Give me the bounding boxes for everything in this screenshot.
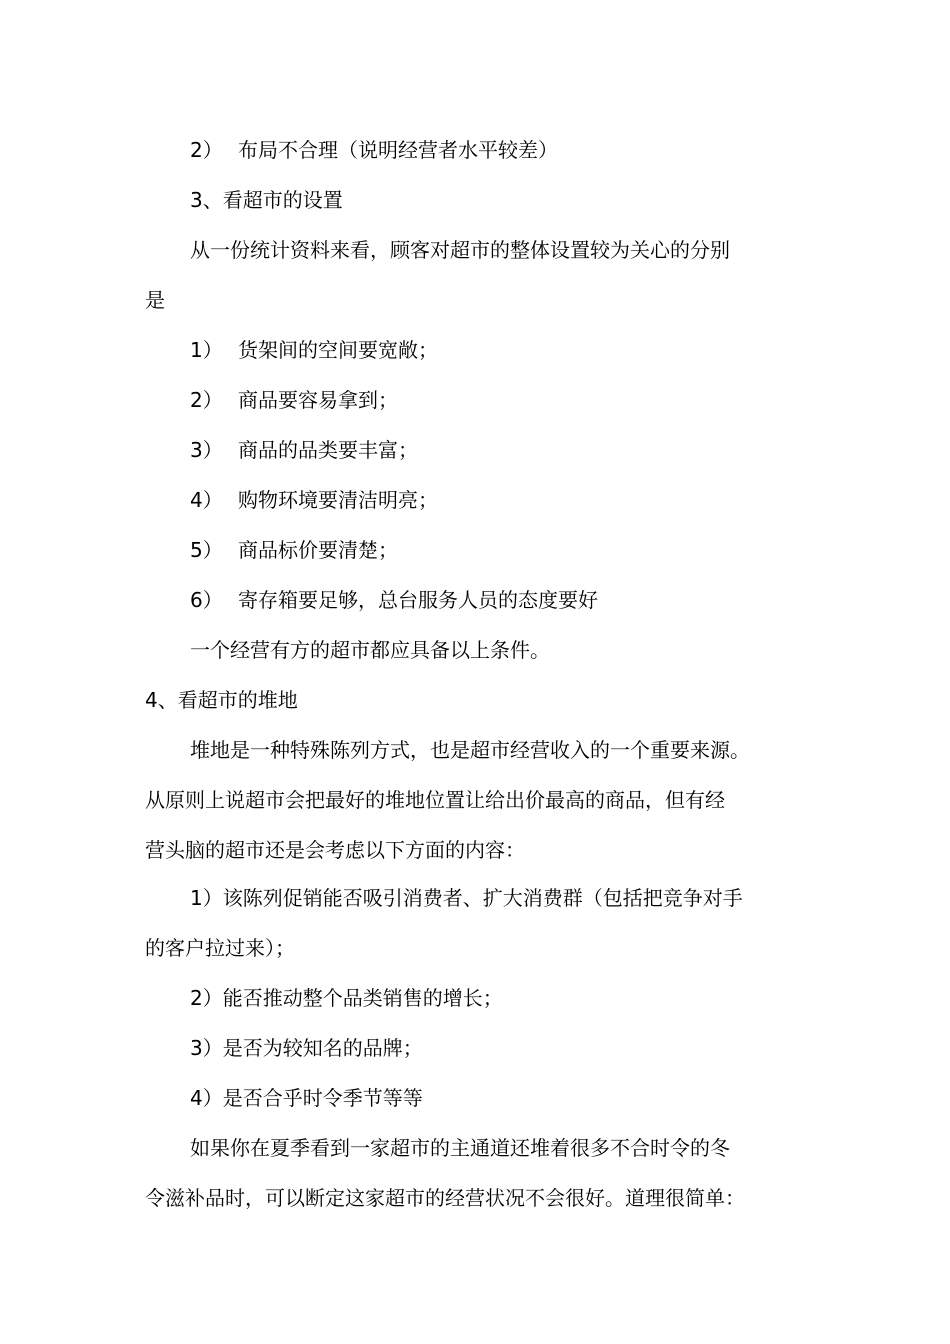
list-number: 1）: [190, 338, 223, 362]
list-text: 商品要容易拿到；: [238, 388, 398, 412]
list-item: [190, 337, 438, 363]
paragraph-line: 从一份统计资料来看，顾客对超市的整体设置较为关心的分别: [190, 238, 730, 262]
paragraph-line: 2）能否推动整个品类销售的增长；: [190, 986, 503, 1010]
list-number: 6）: [190, 588, 223, 612]
paragraph-line: 如果你在夏季看到一家超市的主通道还堆着很多不合时令的冬: [190, 1136, 730, 1160]
paragraph-line: 是: [145, 288, 165, 312]
list-item: [190, 437, 418, 463]
list-number: 2）: [190, 388, 223, 412]
list-text: 寄存箱要足够，总台服务人员的态度要好: [238, 588, 598, 612]
list-number: 3）: [190, 438, 223, 462]
list-text: 货架间的空间要宽敞；: [238, 338, 438, 362]
list-item: [190, 537, 398, 563]
section-heading: 4、看超市的堆地: [145, 688, 298, 712]
list-number: 2）: [190, 138, 223, 162]
list-item: [190, 487, 438, 513]
list-item: [190, 137, 558, 163]
list-text: 布局不合理（说明经营者水平较差）: [238, 138, 558, 162]
list-text: 商品的品类要丰富；: [238, 438, 418, 462]
list-number: 5）: [190, 538, 223, 562]
paragraph-line: 一个经营有方的超市都应具备以上条件。: [190, 638, 550, 662]
list-item: [190, 387, 398, 413]
paragraph-line: 1）该陈列促销能否吸引消费者、扩大消费群（包括把竞争对手: [190, 886, 743, 910]
paragraph-line: 从原则上说超市会把最好的堆地位置让给出价最高的商品，但有经: [145, 788, 725, 812]
paragraph-line: 3）是否为较知名的品牌；: [190, 1036, 423, 1060]
section-heading: 3、看超市的设置: [190, 188, 343, 212]
paragraph-line: 令滋补品时，可以断定这家超市的经营状况不会很好。道理很简单：: [145, 1186, 745, 1210]
paragraph-line: 4）是否合乎时令季节等等: [190, 1086, 423, 1110]
paragraph-line: 营头脑的超市还是会考虑以下方面的内容：: [145, 838, 525, 862]
paragraph-line: 的客户拉过来）；: [145, 936, 295, 960]
list-item: [190, 587, 598, 613]
list-text: 购物环境要清洁明亮；: [238, 488, 438, 512]
list-text: 商品标价要清楚；: [238, 538, 398, 562]
list-number: 4）: [190, 488, 223, 512]
paragraph-line: 堆地是一种特殊陈列方式，也是超市经营收入的一个重要来源。: [190, 738, 750, 762]
